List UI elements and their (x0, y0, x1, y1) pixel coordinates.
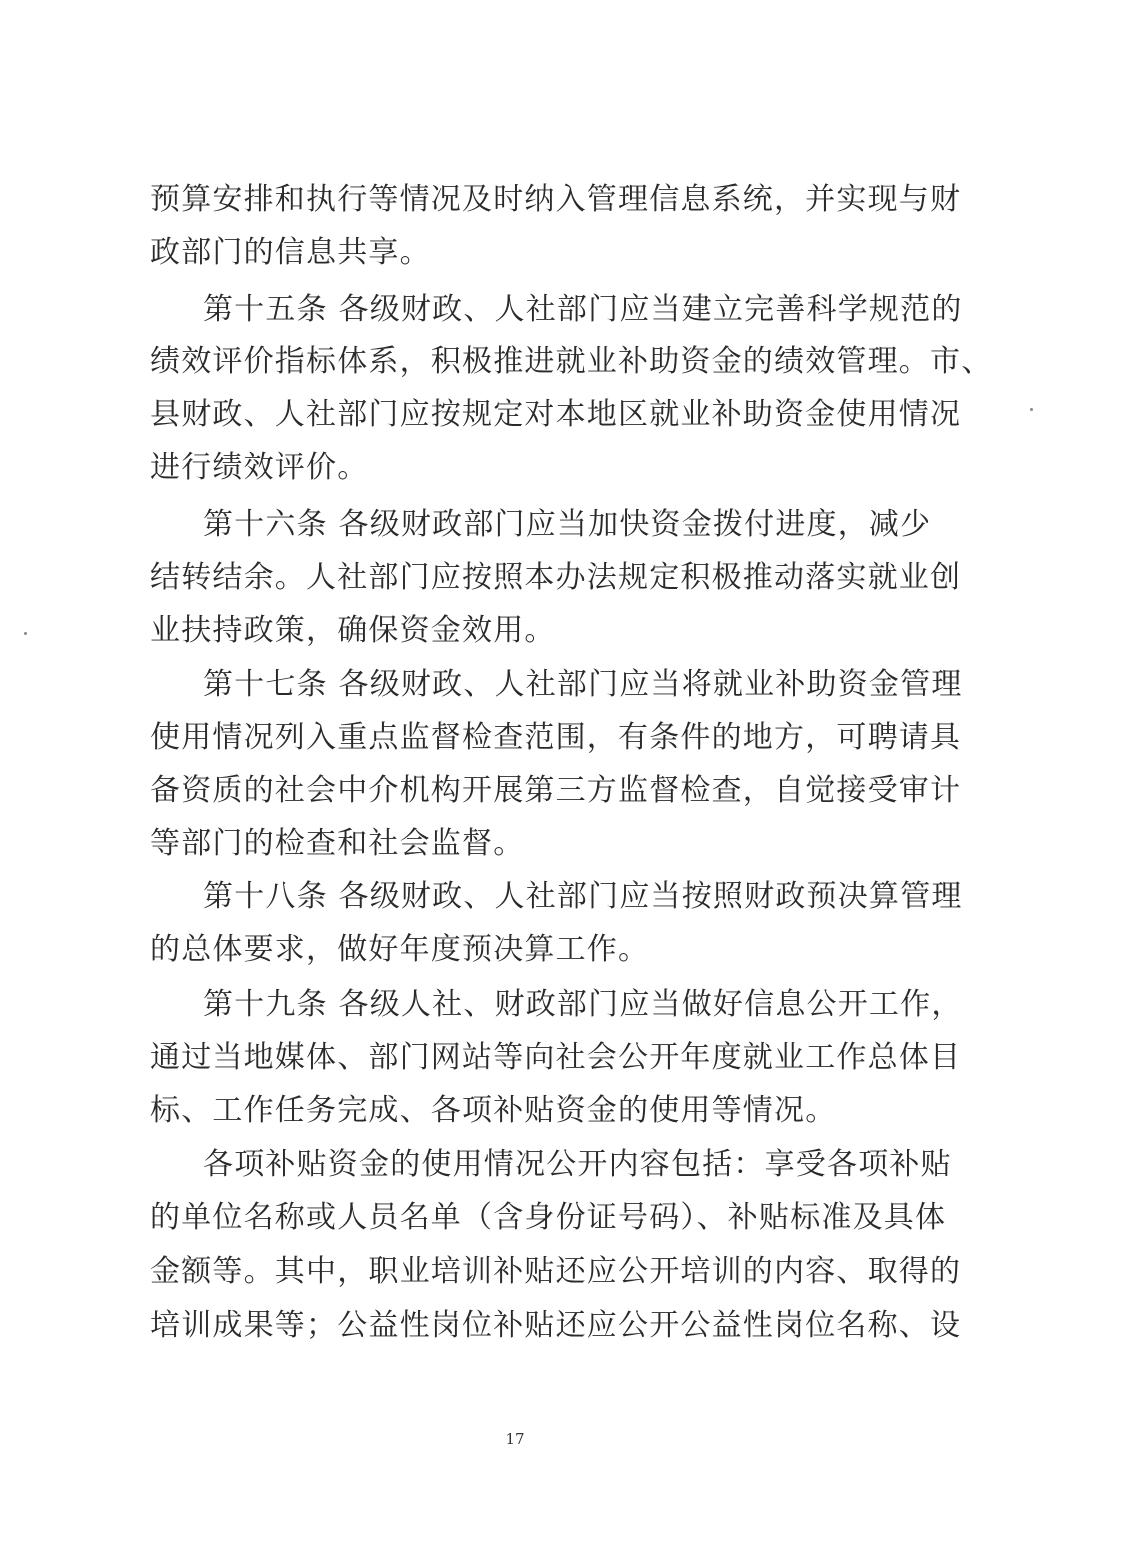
text-line-9: 业扶持政策，确保资金效用。 (150, 613, 556, 648)
text-line-18: 标、工作任务完成、各项补贴资金的使用等情况。 (150, 1093, 837, 1128)
article-16-heading-line: 第十六条 各级财政部门应当加快资金拨付进度，减少 (203, 507, 932, 542)
text-line-11: 使用情况列入重点监督检查范围，有条件的地方，可聘请具 (150, 720, 962, 755)
text-line-21: 金额等。其中，职业培训补贴还应公开培训的内容、取得的 (150, 1254, 962, 1289)
text-line-15: 的总体要求，做好年度预决算工作。 (150, 932, 650, 967)
page-number: 17 (505, 1430, 525, 1448)
paragraph-subsidy-disclosure-line: 各项补贴资金的使用情况公开内容包括：享受各项补贴 (203, 1147, 952, 1182)
article-19-heading-line: 第十九条 各级人社、财政部门应当做好信息公开工作， (203, 987, 963, 1022)
article-15-heading-line: 第十五条 各级财政、人社部门应当建立完善科学规范的 (203, 292, 963, 327)
text-line-5: 县财政、人社部门应按规定对本地区就业补助资金使用情况 (150, 397, 962, 432)
text-line-17: 通过当地媒体、部门网站等向社会公开年度就业工作总体目 (150, 1040, 962, 1075)
text-line-13: 等部门的检查和社会监督。 (150, 826, 525, 861)
text-line-1: 预算安排和执行等情况及时纳入管理信息系统，并实现与财 (150, 182, 962, 217)
text-line-8: 结转结余。人社部门应按照本办法规定积极推动落实就业创 (150, 560, 962, 595)
article-17-heading-line: 第十七条 各级财政、人社部门应当将就业补助资金管理 (203, 667, 963, 702)
text-line-20: 的单位名称或人员名单（含身份证号码）、补贴标准及具体 (150, 1200, 947, 1235)
text-line-12: 备资质的社会中介机构开展第三方监督检查，自觉接受审计 (150, 773, 962, 808)
article-18-heading-line: 第十八条 各级财政、人社部门应当按照财政预决算管理 (203, 879, 963, 914)
text-line-6: 进行绩效评价。 (150, 450, 369, 485)
text-line-22: 培训成果等；公益性岗位补贴还应公开公益性岗位名称、设 (150, 1308, 962, 1343)
text-line-4: 绩效评价指标体系，积极推进就业补助资金的绩效管理。市、 (150, 344, 993, 379)
scan-speck (24, 632, 27, 635)
scan-speck (1030, 408, 1033, 411)
text-line-2: 政部门的信息共享。 (150, 235, 431, 270)
